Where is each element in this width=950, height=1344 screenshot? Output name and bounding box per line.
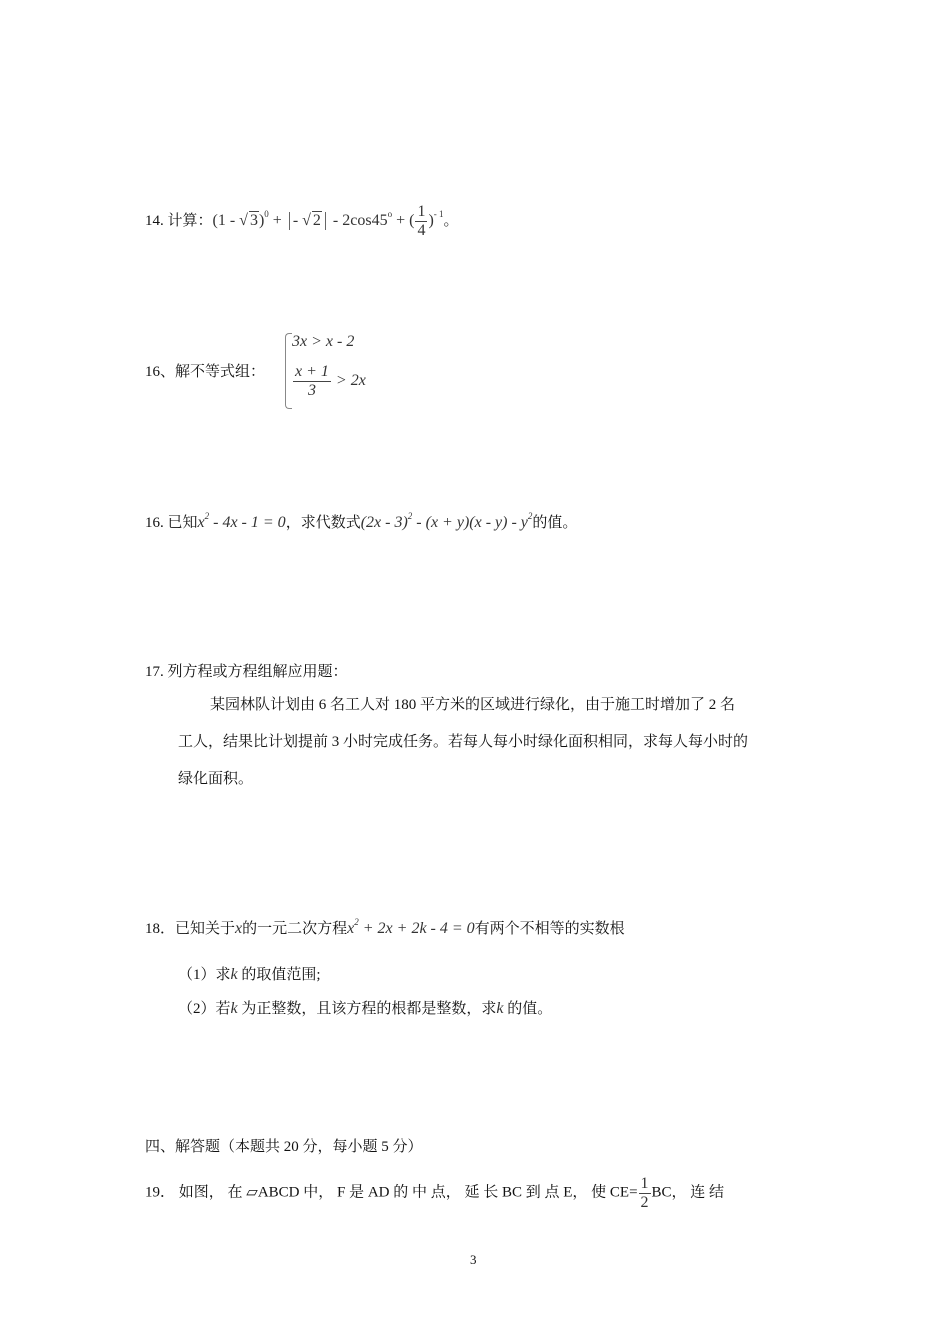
brace [285,333,292,409]
question-16-label: 16、解不等式组： [145,364,266,380]
question-16b: 16. 已知$x^2 - 4x - 1 = 0$，求代数式$(2x - 3)^2 - (x + y)(x - y) - y^2$的值。 [145,511,578,531]
q14-expr: (1 - √ 3)$^0$ + - √ $2 - 2\cos 45^o$ + ( $\frac{1}{4}$ )$^{- 1}$ [212,203,444,239]
parallelogram-icon: ▱ [246,1184,258,1201]
q17-line-3: 绿化面积。 [178,771,254,787]
question-18: 18．已知关于x的一元二次方程$x^2 + 2x + 2k - 4 = 0$有两个不相等的实数根 [145,917,625,937]
page-number: 3 [470,1252,477,1267]
question-17-title: 17. 列方程或方程组解应用题： [145,664,348,680]
inequality-1: 3x > x - 2 [292,333,355,350]
q17-line-2: 工人，结果比计划提前 3 小时完成任务。若每人每小时绿化面积相同，求每人每小时的 [178,734,749,750]
question-19: 19． 如图， 在 ▱ABCD 中， F 是 AD 的 中 点， 延 长 BC 到 点 E， 使 CE= $\frac{1}{2}$ BC， 连 结 [145,1175,725,1211]
question-14: 14. 计算：(1 - √ 3)$^0$ + - √ $2 - 2\cos 45^o$ + ( $\frac{1}{4}$ )$^{- 1}$。 [145,203,459,239]
q18-sub-2: （2）若k 为正整数，且该方程的根都是整数，求k 的值。 [178,1000,553,1017]
section-heading: 四、解答题（本题共 20 分，每小题 5 分） [145,1139,423,1155]
inequality-2: $\frac{x + 1}{3}$ > 2x [295,363,366,399]
q18-sub-1: （1）求k 的取值范围; [178,966,321,983]
q14-label: 14. 计算： [145,212,213,229]
q17-line-1: 某园林队计划由 6 名工人对 180 平方米的区域进行绿化，由于施工时增加了 2 名 [210,697,736,713]
